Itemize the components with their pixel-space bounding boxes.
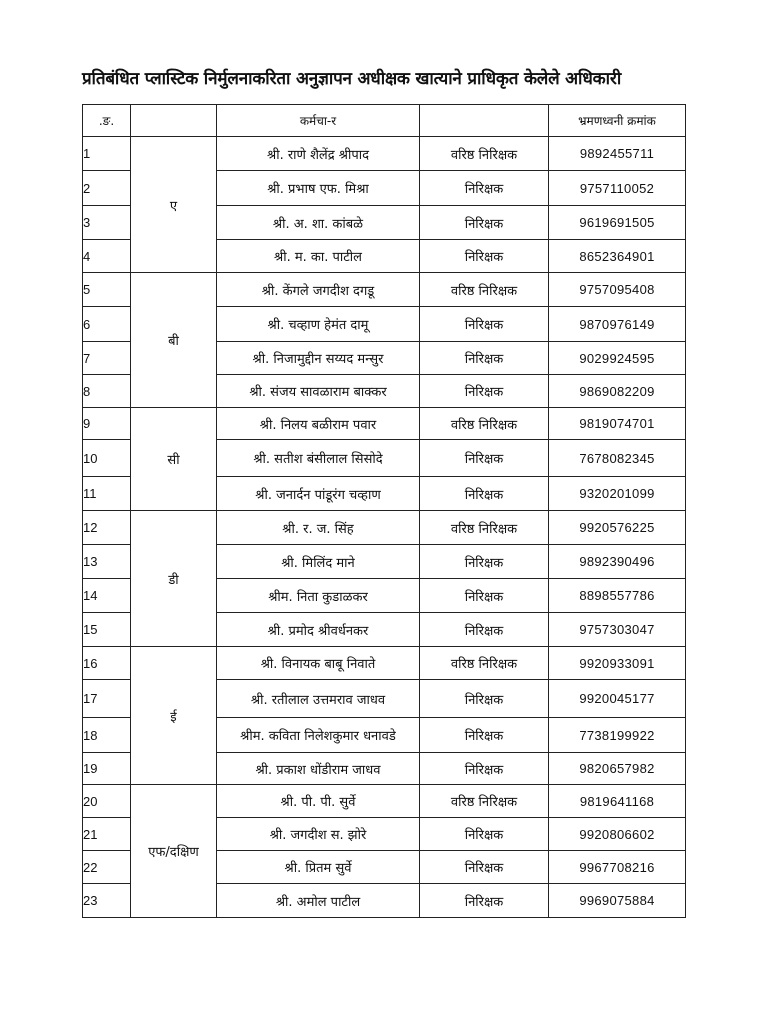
table-row: [83, 785, 686, 818]
serial-number-cell: 9: [83, 408, 131, 440]
serial-number-cell: 18: [83, 718, 131, 753]
designation-cell: वरिष्ठ निरिक्षक: [420, 511, 549, 545]
officer-name-cell: श्री. अमोल पाटील: [217, 884, 420, 918]
phone-number-cell: 9757110052: [549, 171, 686, 206]
serial-number-cell: 20: [83, 785, 131, 818]
officer-name-cell: श्री. निलय बळीराम पवार: [217, 408, 420, 440]
table-body: [83, 137, 686, 918]
phone-number-cell: 9870976149: [549, 307, 686, 342]
designation-cell: निरिक्षक: [420, 206, 549, 240]
serial-number-cell: 5: [83, 273, 131, 307]
serial-number-cell: 3: [83, 206, 131, 240]
designation-cell: निरिक्षक: [420, 753, 549, 785]
officer-name-cell: श्री. मिलिंद माने: [217, 545, 420, 579]
serial-number-cell: 21: [83, 818, 131, 851]
designation-cell: निरिक्षक: [420, 851, 549, 884]
header-serial-no: .ङ.: [83, 105, 131, 137]
officer-name-cell: श्री. संजय सावळाराम बाक्कर: [217, 375, 420, 408]
ward-cell: ई: [131, 647, 217, 785]
document-title: प्रतिबंधित प्लास्टिक निर्मुलनाकरिता अनुज्ञापन अधीक्षक खात्याने प्राधिकृत केलेले अधिकारी: [82, 69, 622, 89]
phone-number-cell: 8898557786: [549, 579, 686, 613]
phone-number-cell: 9757303047: [549, 613, 686, 647]
designation-cell: निरिक्षक: [420, 307, 549, 342]
serial-number-cell: 14: [83, 579, 131, 613]
phone-number-cell: 9920576225: [549, 511, 686, 545]
phone-number-cell: 9920806602: [549, 818, 686, 851]
officer-name-cell: श्री. चव्हाण हेमंत दामू: [217, 307, 420, 342]
designation-cell: निरिक्षक: [420, 579, 549, 613]
phone-number-cell: 9892455711: [549, 137, 686, 171]
officer-name-cell: श्री. रतीलाल उत्तमराव जाधव: [217, 680, 420, 718]
officer-name-cell: श्रीम. कविता निलेशकुमार धनावडे: [217, 718, 420, 753]
phone-number-cell: 9869082209: [549, 375, 686, 408]
ward-cell: सी: [131, 408, 217, 511]
serial-number-cell: 23: [83, 884, 131, 918]
phone-number-cell: 9969075884: [549, 884, 686, 918]
officer-name-cell: श्री. प्रमोद श्रीवर्धनकर: [217, 613, 420, 647]
phone-number-cell: 9029924595: [549, 342, 686, 375]
officer-name-cell: श्री. जगदीश स. झोरे: [217, 818, 420, 851]
ward-cell: डी: [131, 511, 217, 647]
table-row: [83, 647, 686, 680]
ward-cell: बी: [131, 273, 217, 408]
designation-cell: निरिक्षक: [420, 613, 549, 647]
designation-cell: निरिक्षक: [420, 375, 549, 408]
officer-name-cell: श्री. पी. पी. सुर्वे: [217, 785, 420, 818]
designation-cell: निरिक्षक: [420, 440, 549, 477]
designation-cell: वरिष्ठ निरिक्षक: [420, 137, 549, 171]
phone-number-cell: 9819641168: [549, 785, 686, 818]
officer-name-cell: श्री. राणे शैलेंद्र श्रीपाद: [217, 137, 420, 171]
serial-number-cell: 2: [83, 171, 131, 206]
serial-number-cell: 10: [83, 440, 131, 477]
officer-name-cell: श्री. निजामुद्दीन सय्यद मन्सुर: [217, 342, 420, 375]
serial-number-cell: 13: [83, 545, 131, 579]
phone-number-cell: 9820657982: [549, 753, 686, 785]
table-row: [83, 273, 686, 307]
officer-name-cell: श्री. प्रितम सुर्वे: [217, 851, 420, 884]
table-row: [83, 408, 686, 440]
serial-number-cell: 16: [83, 647, 131, 680]
serial-number-cell: 8: [83, 375, 131, 408]
serial-number-cell: 1: [83, 137, 131, 171]
serial-number-cell: 19: [83, 753, 131, 785]
header-employee: कर्मचा-र: [217, 105, 420, 137]
officer-name-cell: श्री. सतीश बंसीलाल सिसोदे: [217, 440, 420, 477]
designation-cell: निरिक्षक: [420, 342, 549, 375]
phone-number-cell: 7678082345: [549, 440, 686, 477]
serial-number-cell: 12: [83, 511, 131, 545]
designation-cell: निरिक्षक: [420, 718, 549, 753]
header-phone: भ्रमणध्वनी क्रमांक: [549, 105, 686, 137]
ward-cell: ए: [131, 137, 217, 273]
phone-number-cell: 9819074701: [549, 408, 686, 440]
officer-name-cell: श्री. अ. शा. कांबळे: [217, 206, 420, 240]
officer-name-cell: श्री. प्रकाश धोंडीराम जाधव: [217, 753, 420, 785]
serial-number-cell: 11: [83, 477, 131, 511]
designation-cell: निरिक्षक: [420, 477, 549, 511]
phone-number-cell: 9757095408: [549, 273, 686, 307]
serial-number-cell: 22: [83, 851, 131, 884]
designation-cell: निरिक्षक: [420, 884, 549, 918]
ward-cell: एफ/दक्षिण: [131, 785, 217, 918]
officer-name-cell: श्री. केंगले जगदीश दगडू: [217, 273, 420, 307]
designation-cell: निरिक्षक: [420, 171, 549, 206]
officer-name-cell: श्रीम. निता कुडाळकर: [217, 579, 420, 613]
officer-name-cell: श्री. जनार्दन पांडूरंग चव्हाण: [217, 477, 420, 511]
officer-name-cell: श्री. प्रभाष एफ. मिश्रा: [217, 171, 420, 206]
designation-cell: वरिष्ठ निरिक्षक: [420, 785, 549, 818]
serial-number-cell: 17: [83, 680, 131, 718]
officer-name-cell: श्री. र. ज. सिंह: [217, 511, 420, 545]
designation-cell: निरिक्षक: [420, 818, 549, 851]
phone-number-cell: 9892390496: [549, 545, 686, 579]
header-row: [83, 105, 686, 137]
phone-number-cell: 8652364901: [549, 240, 686, 273]
officer-name-cell: श्री. म. का. पाटील: [217, 240, 420, 273]
serial-number-cell: 15: [83, 613, 131, 647]
table-row: [83, 137, 686, 171]
serial-number-cell: 4: [83, 240, 131, 273]
header-ward: [131, 105, 217, 137]
serial-number-cell: 6: [83, 307, 131, 342]
designation-cell: वरिष्ठ निरिक्षक: [420, 647, 549, 680]
serial-number-cell: 7: [83, 342, 131, 375]
designation-cell: निरिक्षक: [420, 545, 549, 579]
designation-cell: वरिष्ठ निरिक्षक: [420, 408, 549, 440]
header-designation: [420, 105, 549, 137]
designation-cell: निरिक्षक: [420, 240, 549, 273]
phone-number-cell: 9320201099: [549, 477, 686, 511]
phone-number-cell: 9967708216: [549, 851, 686, 884]
table-row: [83, 511, 686, 545]
phone-number-cell: 7738199922: [549, 718, 686, 753]
officer-name-cell: श्री. विनायक बाबू निवाते: [217, 647, 420, 680]
phone-number-cell: 9920933091: [549, 647, 686, 680]
phone-number-cell: 9920045177: [549, 680, 686, 718]
designation-cell: वरिष्ठ निरिक्षक: [420, 273, 549, 307]
officer-table: [82, 104, 686, 918]
designation-cell: निरिक्षक: [420, 680, 549, 718]
phone-number-cell: 9619691505: [549, 206, 686, 240]
